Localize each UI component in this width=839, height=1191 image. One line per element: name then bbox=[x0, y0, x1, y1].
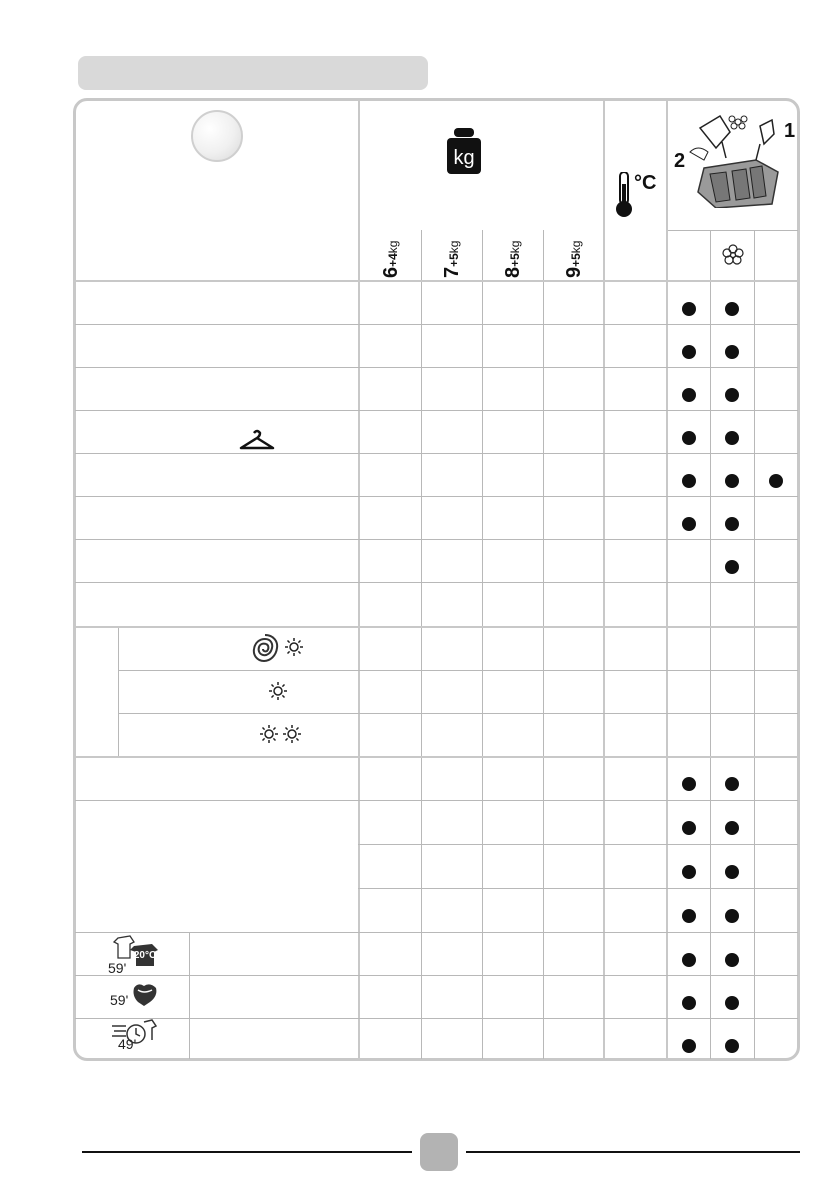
detergent-dot bbox=[725, 1039, 739, 1053]
detergent-dot bbox=[682, 345, 696, 359]
detergent-dot bbox=[682, 1039, 696, 1053]
divider-det-1 bbox=[710, 230, 711, 1059]
program-selector-knob-icon bbox=[191, 110, 243, 162]
delicate-sun-icon bbox=[260, 725, 278, 743]
detergent-dot bbox=[725, 388, 739, 402]
row-line bbox=[75, 410, 798, 411]
row-line bbox=[75, 756, 798, 758]
row-line bbox=[118, 713, 798, 714]
hanger-icon bbox=[238, 428, 276, 452]
load-unit: kg bbox=[386, 240, 400, 254]
detergent-dot bbox=[682, 431, 696, 445]
delicate-sun-icon bbox=[269, 682, 287, 700]
detergent-dot bbox=[682, 996, 696, 1010]
weight-kg-icon bbox=[447, 128, 481, 174]
detergent-dot bbox=[725, 821, 739, 835]
load-extra: +5 bbox=[569, 253, 583, 267]
row-line bbox=[75, 367, 798, 368]
detergent-dot bbox=[725, 953, 739, 967]
row-line bbox=[75, 932, 798, 933]
compartment-2-label: 2 bbox=[674, 150, 686, 172]
divider-det-header bbox=[668, 230, 798, 231]
detergent-dot bbox=[725, 996, 739, 1010]
load-capacity-9 bbox=[563, 241, 586, 279]
load-capacity-8 bbox=[502, 241, 525, 279]
row-line bbox=[358, 888, 798, 889]
divider-load-3 bbox=[543, 230, 544, 1059]
detergent-dot bbox=[682, 777, 696, 791]
detergent-dot bbox=[725, 431, 739, 445]
detergent-dot bbox=[682, 865, 696, 879]
detergent-dot bbox=[725, 345, 739, 359]
row-line bbox=[118, 670, 798, 671]
detergent-dot bbox=[725, 865, 739, 879]
row-line bbox=[75, 496, 798, 497]
divider-temp-column bbox=[666, 100, 668, 1059]
detergent-dot bbox=[682, 474, 696, 488]
load-extra: +5 bbox=[508, 253, 522, 267]
softener-flower-icon bbox=[722, 244, 744, 266]
quick-minutes-3: 49' bbox=[118, 1036, 137, 1052]
footer-rule-left bbox=[82, 1151, 412, 1153]
detergent-dot bbox=[682, 821, 696, 835]
detergent-dot bbox=[725, 474, 739, 488]
load-capacity-7 bbox=[441, 241, 464, 279]
divider-quick-group bbox=[189, 932, 190, 1059]
divider-program-column bbox=[358, 100, 360, 1059]
quick-minutes-2: 59' bbox=[110, 992, 129, 1008]
weight-unit-label: kg bbox=[453, 147, 475, 169]
load-unit: kg bbox=[447, 240, 461, 254]
detergent-dot bbox=[725, 302, 739, 316]
detergent-dot bbox=[725, 560, 739, 574]
row-line bbox=[75, 800, 798, 801]
detergent-dot bbox=[725, 909, 739, 923]
divider-load-column bbox=[603, 100, 605, 1059]
divider-det-2 bbox=[754, 230, 755, 1059]
footer-rule-right bbox=[466, 1151, 800, 1153]
detergent-dot bbox=[682, 909, 696, 923]
temp-badge-label: 20°C bbox=[133, 950, 157, 961]
delicate-sun-icon bbox=[283, 725, 301, 743]
detergent-dot bbox=[682, 517, 696, 531]
load-main: 7 bbox=[441, 266, 463, 278]
row-line bbox=[358, 844, 798, 845]
quick-minutes-1: 59' bbox=[108, 960, 127, 976]
load-extra: +4 bbox=[386, 253, 400, 267]
divider-load-1 bbox=[421, 230, 422, 1059]
easy-iron-icon bbox=[130, 980, 160, 1008]
detergent-dot bbox=[682, 388, 696, 402]
wool-mark-icon bbox=[250, 632, 280, 664]
load-unit: kg bbox=[569, 240, 583, 254]
row-line bbox=[75, 324, 798, 325]
divider-wool-group bbox=[118, 627, 119, 757]
load-extra: +5 bbox=[447, 253, 461, 267]
detergent-dot bbox=[725, 777, 739, 791]
detergent-dot bbox=[769, 474, 783, 488]
delicate-sun-icon bbox=[285, 638, 303, 656]
row-line bbox=[75, 1018, 798, 1019]
load-capacity-6 bbox=[380, 241, 403, 279]
page-number-badge bbox=[420, 1133, 458, 1171]
header-bottom-line bbox=[75, 280, 798, 282]
detergent-dot bbox=[682, 302, 696, 316]
load-main: 6 bbox=[380, 266, 402, 278]
row-line bbox=[75, 453, 798, 454]
row-line bbox=[75, 539, 798, 540]
detergent-drawer-icon bbox=[686, 108, 782, 208]
load-main: 9 bbox=[563, 266, 585, 278]
load-unit: kg bbox=[508, 240, 522, 254]
detergent-dot bbox=[682, 953, 696, 967]
temperature-unit-label: °C bbox=[634, 172, 657, 194]
row-line bbox=[75, 582, 798, 583]
thermometer-icon bbox=[614, 172, 634, 218]
section-title-bar bbox=[78, 56, 428, 90]
divider-load-2 bbox=[482, 230, 483, 1059]
row-line bbox=[75, 975, 798, 976]
compartment-1-label: 1 bbox=[784, 120, 796, 142]
row-line bbox=[75, 626, 798, 628]
load-main: 8 bbox=[502, 266, 524, 278]
detergent-dot bbox=[725, 517, 739, 531]
